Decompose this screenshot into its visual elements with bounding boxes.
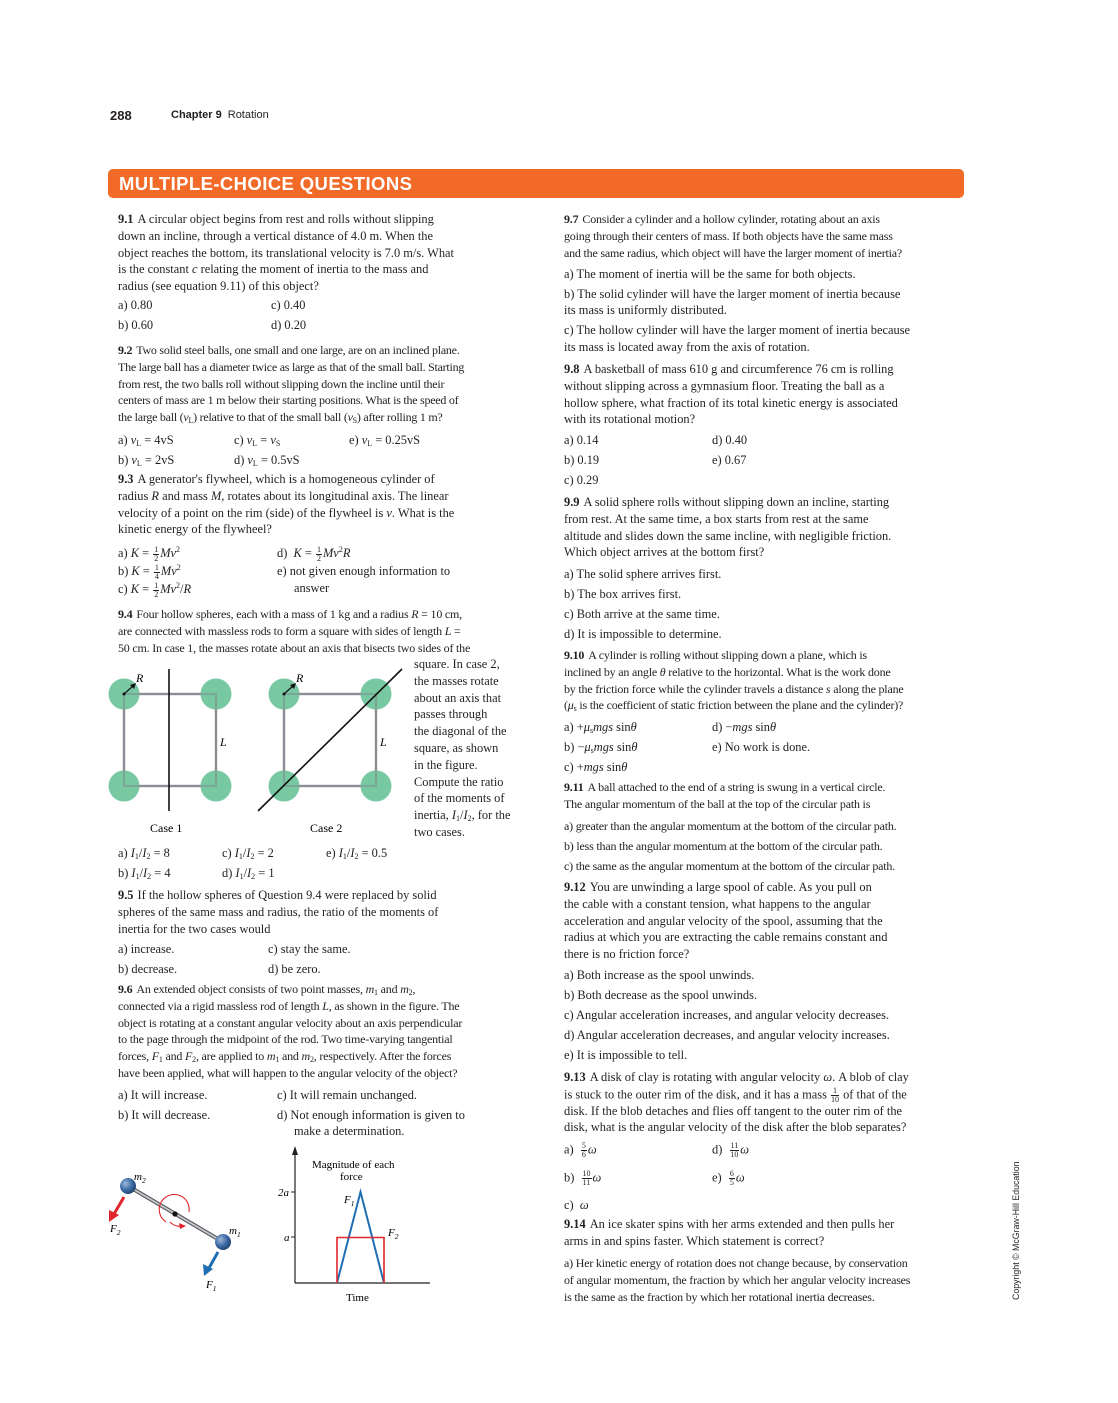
question-9-9-text: Which object arrives at the bottom first? [564, 545, 765, 560]
question-9-13-text: is stuck to the outer rim of the disk, and it has a mass $\frac{1}{10}$ of that of the [564, 1085, 907, 1104]
answer-option: d) It is impossible to determine. [564, 627, 722, 641]
tick-label-a: a [284, 1232, 290, 1244]
question-9-4-side-text: the diagonal of the [414, 724, 507, 739]
question-9-7-text: going through their centers of mass. If both objects have the same mass [564, 228, 893, 243]
question-9-4-side-text: inertia, $I_1/I_2$, for the [414, 808, 511, 824]
question-9-2-text: from rest, the two balls roll without slipping down the incline until their [118, 376, 445, 391]
question-9-4-side-text: passes through [414, 707, 488, 722]
answer-option: c) The hollow cylinder will have the larger moment of inertia because [564, 323, 911, 337]
answer-option: a) $I_1/I_2 = 8$ [118, 846, 170, 861]
side-length-label: L [380, 735, 387, 749]
series-label-F2: $F_2$ [388, 1227, 399, 1241]
question-9-4-side-text: square. In case 2, [414, 657, 500, 671]
series-label-F1: $F_1$ [344, 1194, 355, 1208]
answer-option: d) −mgs sinθ [712, 720, 777, 734]
question-9-10-text: inclined by an angle θ relative to the horizontal. What is the work done [564, 664, 891, 679]
answer-option: d) Not enough information is given to [277, 1108, 465, 1122]
question-9-8-text: without slipping across a gymnasium floor. Treating the ball as a [564, 378, 885, 393]
answer-option: c) Both arrive at the same time. [564, 607, 720, 621]
answer-option: a) The moment of inertia will be the same for both objects. [564, 267, 856, 281]
question-9-14-text: 9.14 An ice skater spins with her arms extended and then pulls her [564, 1217, 895, 1231]
label-m2: $m_2$ [134, 1171, 146, 1185]
question-9-12-text: radius at which you are extracting the cable remains constant and [564, 930, 888, 945]
question-9-11-text: 9.11 A ball attached to the end of a string is swung in a vertical circle. [564, 780, 886, 794]
question-9-6-text: to the page through the midpoint of the rod. Two time-varying tangential [118, 1032, 453, 1047]
question-9-6-text: connected via a rigid massless rod of length L, as shown in the figure. The [118, 998, 460, 1013]
answer-option: e) 0.67 [712, 453, 747, 467]
question-9-8-text: hollow sphere, what fraction of its total kinetic energy is associated [564, 395, 898, 410]
answer-option: d) be zero. [268, 962, 321, 976]
label-F1: $F_1$ [206, 1279, 217, 1293]
answer-option: d) $v_L = 0.5vS$ [234, 453, 300, 468]
answer-option: a) $v_L = 4vS$ [118, 433, 174, 448]
answer-option: b) K = $\frac{1}{4}$ Mv$^2$ [118, 562, 181, 581]
answer-option: e) $\frac{6}{5}$ ω [712, 1169, 745, 1187]
question-9-4-side-text: in the figure. [414, 757, 478, 772]
question-9-12-text: acceleration and angular velocity of the spool, assuming that the [564, 913, 883, 928]
case1-label: Case 1 [150, 821, 183, 835]
question-9-12-text: 9.12 You are unwinding a large spool of cable. As you pull on [564, 880, 872, 894]
question-9-14-text: arms in and spins faster. Which statement is correct? [564, 1233, 825, 1248]
answer-option: e) $I_1/I_2 = 0.5$ [326, 846, 388, 861]
section-title: MULTIPLE-CHOICE QUESTIONS [119, 173, 413, 194]
answer-option: b) 0.60 [118, 318, 154, 332]
question-9-2-text: 9.2 Two solid steel balls, one small and one large, are on an inclined plane. [118, 343, 460, 357]
question-9-4-side-text: about an axis that [414, 690, 502, 705]
chapter-heading [171, 109, 269, 121]
answer-option: e) $v_L = 0.25vS$ [349, 433, 421, 448]
answer-option: d) $I_1/I_2 = 1$ [222, 866, 275, 881]
question-9-6-text: forces, $F_1$ and $F_2$, are applied to $m_1$ and $m_2$, respectively. After the forces [118, 1049, 452, 1065]
question-9-5-text: 9.5 If the hollow spheres of Question 9.4 were replaced by solid [118, 888, 437, 902]
answer-option: a) $\frac{5}{6}$ ω [564, 1141, 597, 1159]
section-banner [108, 169, 964, 198]
question-9-4-text: are connected with massless rods to form a square with sides of length L = [118, 623, 461, 638]
answer-option: d) $\frac{11}{10}$ ω [712, 1141, 749, 1159]
question-9-2-text: centers of mass are 1 m below their starting positions. What is the speed of [118, 393, 459, 408]
answer-option: e) No work is done. [712, 740, 811, 754]
question-9-7-text: and the same radius, which object will have the larger moment of inertia? [564, 245, 903, 260]
y-axis-arrow-icon [292, 1146, 298, 1155]
question-9-8-text: with its rotational motion? [564, 412, 696, 427]
answer-option: a) 0.14 [564, 433, 599, 447]
answer-option: c) +mgs sinθ [564, 760, 628, 774]
answer-option: a) It will increase. [118, 1088, 208, 1102]
answer-option: c) stay the same. [268, 942, 351, 956]
answer-option: d) Angular acceleration decreases, and angular velocity increases. [564, 1028, 890, 1042]
answer-option: b) 0.19 [564, 453, 600, 467]
page-number: 288 [110, 108, 132, 123]
answer-option: e) not given enough information to [277, 564, 451, 578]
question-9-7-text: 9.7 Consider a cylinder and a hollow cylinder, rotating about an axis [564, 212, 880, 226]
answer-option: b) Both decrease as the spool unwinds. [564, 988, 758, 1002]
question-9-4-side-text: of the moments of [414, 791, 505, 806]
question-9-3-text: 9.3 A generator's flywheel, which is a homogeneous cylinder of [118, 472, 435, 486]
figure-9-4 [100, 660, 410, 840]
answer-option: b) It will decrease. [118, 1108, 211, 1122]
tick-label-2a: 2a [278, 1187, 289, 1199]
answer-option: c) Angular acceleration increases, and angular velocity decreases. [564, 1008, 890, 1022]
answer-option: make a determination. [294, 1124, 405, 1138]
answer-option: d) K = $\frac{1}{2}$ Mv$^2$R [277, 544, 351, 563]
answer-option: e) It is impossible to tell. [564, 1048, 688, 1062]
question-9-9-text: altitude and slides down the same incline, with negligible friction. [564, 528, 892, 543]
chapter-title: Rotation [227, 109, 269, 121]
answer-option: b) $\frac{10}{11}$ ω [564, 1169, 602, 1187]
answer-option: c) 0.40 [271, 298, 306, 312]
answer-option: c) ω [564, 1198, 589, 1212]
radius-label: R [136, 671, 144, 685]
case2-label: Case 2 [310, 821, 343, 835]
answer-option: c) 0.29 [564, 473, 599, 487]
question-9-1-text: 9.1 A circular object begins from rest and rolls without slipping [118, 212, 434, 226]
question-9-9-text: 9.9 A solid sphere rolls without slipping down an incline, starting [564, 495, 890, 509]
question-9-4-side-text: square, as shown [414, 741, 499, 755]
question-9-4-side-text: Compute the ratio [414, 774, 504, 789]
case1-square-rods [124, 694, 216, 786]
copyright-notice: Copyright © McGraw-Hill Education [1011, 1161, 1021, 1300]
question-9-8-text: 9.8 A basketball of mass 610 g and circumference 76 cm is rolling [564, 362, 894, 376]
answer-option: $a) +\mu_smgs$ sinθ [564, 720, 637, 735]
answer-option: $b) -\mu_smgs$ sinθ [564, 740, 638, 755]
question-9-12-text: there is no friction force? [564, 947, 690, 962]
answer-option: b) less than the angular momentum at the bottom of the circular path. [564, 839, 883, 853]
question-9-3-text: radius R and mass M, rotates about its longitudinal axis. The linear [118, 488, 449, 503]
answer-option: of angular momentum, the fraction by which her angular velocity increases [564, 1272, 911, 1287]
question-9-2-text: The large ball has a diameter twice as large as that of the small ball. Starting [118, 359, 465, 374]
question-9-1-text: radius (see equation 9.11) of this object? [118, 279, 319, 294]
question-9-4-text: 9.4 Four hollow spheres, each with a mass of 1 kg and a radius R = 10 cm, [118, 607, 462, 621]
x-axis-label: Time [346, 1292, 369, 1304]
answer-option: c) $I_1/I_2 = 2$ [222, 846, 274, 861]
answer-option: c) It will remain unchanged. [277, 1088, 418, 1102]
question-9-4-side-text: the masses rotate [414, 673, 499, 688]
answer-option: b) The box arrives first. [564, 587, 682, 601]
question-9-5-text: spheres of the same mass and radius, the ratio of the moments of [118, 904, 439, 919]
answer-option: its mass is located away from the axis of rotation. [564, 340, 810, 354]
question-9-6-text: object is rotating at a constant angular velocity about an axis perpendicular [118, 1015, 463, 1030]
answer-option: is the same as the fraction by which her rotational inertia decreases. [564, 1289, 875, 1304]
answer-option: b) $I_1/I_2 = 4$ [118, 866, 171, 881]
answer-option: c) the same as the angular momentum at the bottom of the circular path. [564, 859, 896, 873]
label-m1: $m_1$ [229, 1225, 241, 1239]
case1-diagram [109, 669, 232, 811]
answer-option: a) 0.80 [118, 298, 153, 312]
force-time-chart [270, 1140, 440, 1310]
figure-9-6-rod [100, 1150, 260, 1300]
question-9-13-text: disk, what is the angular velocity of the disk after the blob separates? [564, 1120, 907, 1135]
chart-title-line2: force [340, 1171, 363, 1183]
answer-option: a) The solid sphere arrives first. [564, 567, 722, 581]
answer-option: a) Her kinetic energy of rotation does not change because, by conservation [564, 1256, 908, 1270]
radius-label: R [296, 671, 304, 685]
answer-option: its mass is uniformly distributed. [564, 303, 727, 317]
answer-option: a) increase. [118, 942, 175, 956]
question-9-1-text: object reaches the bottom, its translational velocity is 7.0 m/s. What [118, 245, 454, 260]
question-9-12-text: the cable with a constant tension, what happens to the angular [564, 896, 871, 911]
question-9-4-side-text: two cases. [414, 825, 465, 839]
side-length-label: L [220, 735, 227, 749]
question-9-10-text: ($\mu_s$ is the coefficient of static friction between the plane and the cylinder)? [564, 698, 904, 714]
chart-title-line1: Magnitude of each [312, 1159, 395, 1171]
question-9-11-text: The angular momentum of the ball at the top of the circular path is [564, 796, 871, 811]
series-F2-line [337, 1238, 384, 1284]
question-9-4-text: 50 cm. In case 1, the masses rotate about an axis that bisects two sides of the [118, 640, 471, 655]
answer-option: b) decrease. [118, 962, 178, 976]
answer-option: c) K = $\frac{1}{2}$ Mv$^2$/R [118, 580, 192, 599]
question-9-2-text: the large ball $(v_L)$ relative to that of the small ball $(v_S)$ after rolling 1 m? [118, 410, 443, 426]
question-9-1-text: is the constant c relating the moment of inertia to the mass and [118, 262, 429, 277]
question-9-6-text: have been applied, what will happen to the angular velocity of the object? [118, 1066, 458, 1080]
rod-midpoint [172, 1211, 177, 1216]
question-9-6-text: 9.6 An extended object consists of two point masses, $m_1$ and $m_2$, [118, 982, 416, 997]
answer-option: a) greater than the angular momentum at the bottom of the circular path. [564, 819, 897, 833]
question-9-3-text: velocity of a point on the rim (side) of the flywheel is v. What is the [118, 505, 455, 520]
chapter-label: Chapter 9 [171, 109, 222, 121]
question-9-9-text: from rest. At the same time, a box starts from rest at the same [564, 511, 869, 526]
question-9-10-text: 9.10 A cylinder is rolling without slipping down a plane, which is [564, 648, 867, 662]
answer-option: a) Both increase as the spool unwinds. [564, 968, 755, 982]
label-F2: $F_2$ [110, 1223, 121, 1237]
question-9-5-text: inertia for the two cases would [118, 921, 271, 936]
force-F1-arrow [209, 1252, 218, 1268]
question-9-13-text: 9.13 A disk of clay is rotating with angular velocity ω. A blob of clay [564, 1070, 909, 1084]
answer-option: c) $v_L = v_S$ [234, 433, 281, 448]
question-9-10-text: by the friction force while the cylinder travels a distance s along the plane [564, 681, 904, 696]
force-F2-arrow [114, 1197, 124, 1214]
question-9-3-text: kinetic energy of the flywheel? [118, 522, 272, 537]
answer-option: d) 0.20 [271, 318, 307, 332]
question-9-13-text: disk. If the blob detaches and flies off tangent to the outer rim of the [564, 1103, 903, 1118]
answer-option: b) $v_L = 2vS$ [118, 453, 175, 468]
answer-option: answer [294, 581, 330, 595]
answer-option: d) 0.40 [712, 433, 748, 447]
answer-option: b) The solid cylinder will have the larger moment of inertia because [564, 287, 901, 301]
answer-option: a) K = $\frac{1}{2}$ Mv$^2$ [118, 544, 181, 563]
question-9-1-text: down an incline, through a vertical distance of 4.0 m. When the [118, 228, 433, 243]
